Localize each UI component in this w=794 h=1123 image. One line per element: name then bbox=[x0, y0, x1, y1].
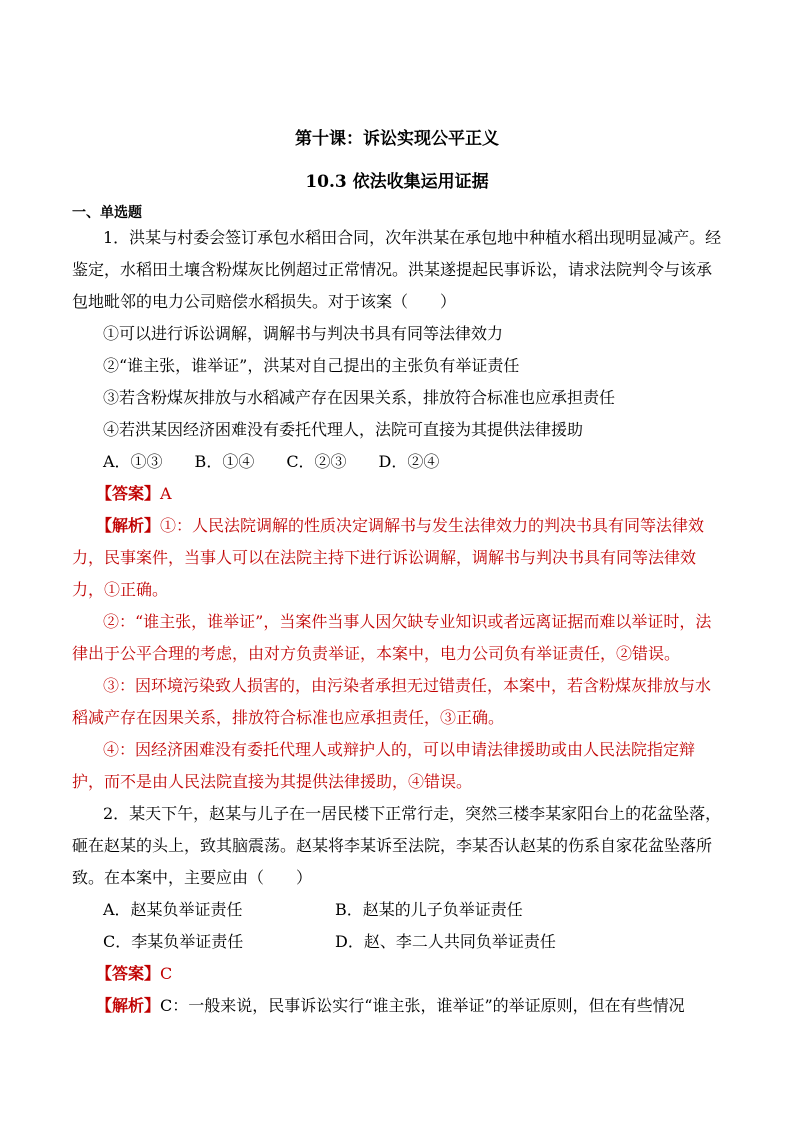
q1-answer bbox=[96, 484, 172, 504]
q2-option-c: C．李某负举证责任 bbox=[103, 932, 244, 951]
analysis-tag: 【解析】 bbox=[96, 516, 161, 535]
q1-analysis-line: 护，而不是由人民法院直接为其提供法律援助，④错误。 bbox=[72, 772, 473, 791]
answer-value: A bbox=[160, 484, 172, 503]
analysis-text: ①：人民法院调解的性质决定调解书与发生法律效力的判决书具有同等法律效 bbox=[160, 516, 705, 535]
q1-options: A．①③ B．①④ C．②③ D．②④ bbox=[103, 452, 440, 471]
answer-tag: 【答案】 bbox=[96, 964, 161, 983]
q2-analysis-line bbox=[96, 996, 685, 1016]
q2-stem-line: 2．某天下午，赵某与儿子在一居民楼下正常行走，突然三楼李某家阳台上的花盆坠落， bbox=[103, 804, 722, 823]
section-title: 10.3 依法收集运用证据 bbox=[305, 172, 489, 192]
q1-analysis-line: 律出于公平合理的考虑，由对方负责举证，本案中，电力公司负有举证责任，②错误。 bbox=[72, 644, 681, 663]
q2-answer bbox=[96, 964, 172, 984]
answer-value: C bbox=[160, 964, 173, 983]
lesson-title: 第十课：诉讼实现公平正义 bbox=[295, 129, 499, 149]
q1-analysis-line: 稻减产存在因果关系，排放符合标准也应承担责任，③正确。 bbox=[72, 708, 505, 727]
q1-statement: ①可以进行诉讼调解，调解书与判决书具有同等法律效力 bbox=[103, 324, 504, 343]
q1-analysis-line: 力，民事案件，当事人可以在法院主持下进行诉讼调解，调解书与判决书具有同等法律效 bbox=[72, 548, 697, 567]
analysis-tag: 【解析】 bbox=[96, 996, 161, 1015]
question-type-heading: 一、单选题 bbox=[72, 205, 142, 221]
q1-analysis-line: ③：因环境污染致人损害的，由污染者承担无过错责任，本案中，若含粉煤灰排放与水 bbox=[103, 676, 712, 695]
q2-stem-line: 砸在赵某的头上，致其脑震荡。赵某将李某诉至法院，李某否认赵某的伤系自家花盆坠落所 bbox=[72, 836, 713, 855]
q1-statement: ③若含粉煤灰排放与水稻减产存在因果关系，排放符合标准也应承担责任 bbox=[103, 388, 616, 407]
q2-stem-line: 致。在本案中，主要应由（ ） bbox=[72, 868, 313, 887]
q2-option-b: B．赵某的儿子负举证责任 bbox=[335, 900, 523, 919]
q1-stem-line: 包地毗邻的电力公司赔偿水稻损失。对于该案（ ） bbox=[72, 292, 457, 311]
q1-analysis-line: 力，①正确。 bbox=[72, 580, 169, 599]
q2-option-d: D．赵、李二人共同负举证责任 bbox=[335, 932, 556, 951]
q1-statement: ④若洪某因经济困难没有委托代理人，法院可直接为其提供法律援助 bbox=[103, 420, 584, 439]
q1-stem-line: 鉴定，水稻田土壤含粉煤灰比例超过正常情况。洪某遂提起民事诉讼，请求法院判令与该承 bbox=[72, 260, 713, 279]
q1-analysis-line: ②：“谁主张，谁举证”，当案件当事人因欠缺专业知识或者远离证据而难以举证时，法 bbox=[103, 612, 712, 631]
q2-option-a: A．赵某负举证责任 bbox=[103, 900, 243, 919]
q1-analysis-line: ④：因经济困难没有委托代理人或辩护人的，可以申请法律援助或由人民法院指定辩 bbox=[103, 740, 696, 759]
answer-tag: 【答案】 bbox=[96, 484, 161, 503]
analysis-text: C：一般来说，民事诉讼实行“谁主张，谁举证”的举证原则，但在有些情况 bbox=[160, 996, 685, 1015]
q1-stem-line: 1．洪某与村委会签订承包水稻田合同，次年洪某在承包地中种植水稻出现明显减产。经 bbox=[103, 228, 722, 247]
q1-analysis-line bbox=[96, 516, 704, 536]
q1-statement: ②“谁主张，谁举证”，洪某对自己提出的主张负有举证责任 bbox=[103, 356, 520, 375]
